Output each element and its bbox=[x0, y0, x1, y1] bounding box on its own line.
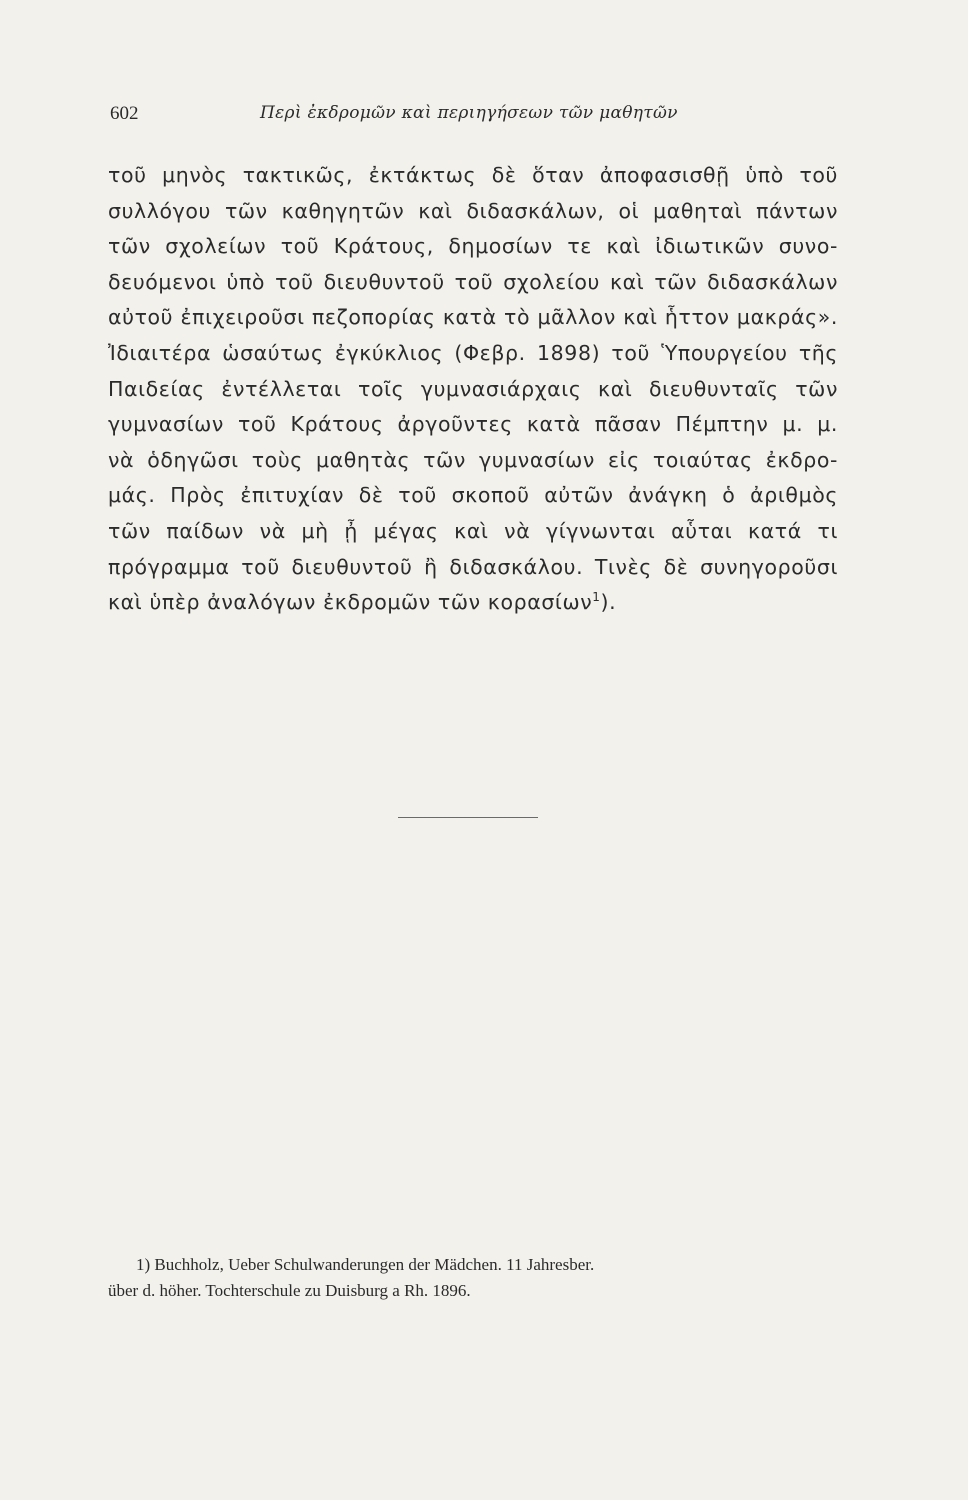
text-line: δευόμενοι ὑπὸ τοῦ διευθυντοῦ τοῦ σχολείου καὶ τῶν διδασκάλων bbox=[108, 269, 838, 294]
footnote-line: 1) Buchholz, Ueber Schulwanderungen der Mädchen. 11 Jahresber. bbox=[136, 1255, 595, 1274]
last-line-end: ). bbox=[600, 590, 617, 615]
footnote-marker: 1 bbox=[592, 590, 601, 605]
text-line: τῶν σχολείων τοῦ Κράτους, δημοσίων τε καὶ ἰδιωτικῶν συνο- bbox=[108, 234, 838, 259]
text-line: τοῦ μηνὸς τακτικῶς, ἐκτάκτως δὲ ὅταν ἀποφασισθῇ ὑπὸ τοῦ bbox=[108, 163, 838, 187]
text-line: Ἰδιαιτέρα ὡσαύτως ἐγκύκλιος (Φεβρ. 1898) τοῦ Ὑπουργείου τῆς bbox=[108, 340, 838, 365]
footnote-separator bbox=[398, 817, 538, 818]
running-title: Περὶ ἐκδρομῶν καὶ περιηγήσεων τῶν μαθητῶν bbox=[260, 103, 678, 123]
text-line: τῶν παίδων νὰ μὴ ᾖ μέγας καὶ νὰ γίγνωνται αὗται κατά τι bbox=[108, 518, 838, 543]
text-line: πρόγραμμα τοῦ διευθυντοῦ ἢ διδασκάλου. Τινὲς δὲ συνηγοροῦσι bbox=[108, 554, 838, 579]
footnote-line: über d. höher. Tochterschule zu Duisburg a Rh. 1896. bbox=[108, 1281, 471, 1300]
last-line-text: καὶ ὑπὲρ ἀναλόγων ἐκδρομῶν τῶν κορασίων bbox=[108, 590, 593, 615]
page-number: 602 bbox=[110, 103, 139, 124]
text-line: αὐτοῦ ἐπιχειροῦσι πεζοπορίας κατὰ τὸ μᾶλλον καὶ ἧττον μακράς». bbox=[108, 305, 838, 330]
text-line: συλλόγου τῶν καθηγητῶν καὶ διδασκάλων, οἱ μαθηταὶ πάντων bbox=[108, 198, 838, 223]
footnote bbox=[108, 1252, 838, 1304]
text-line-last bbox=[108, 585, 838, 621]
page-header bbox=[110, 103, 850, 133]
text-line: νὰ ὁδηγῶσι τοὺς μαθητὰς τῶν γυμνασίων εἰς τοιαύτας ἐκδρο- bbox=[108, 447, 838, 472]
text-line: μάς. Πρὸς ἐπιτυχίαν δὲ τοῦ σκοποῦ αὐτῶν ἀνάγκη ὁ ἀριθμὸς bbox=[108, 483, 838, 508]
text-line: Παιδείας ἐντέλλεται τοῖς γυμνασιάρχαις καὶ διευθυνταῖς τῶν bbox=[108, 376, 838, 401]
text-line: γυμνασίων τοῦ Κράτους ἀργοῦντες κατὰ πᾶσαν Πέμπτην μ. μ. bbox=[108, 412, 838, 437]
body-text bbox=[108, 158, 838, 621]
